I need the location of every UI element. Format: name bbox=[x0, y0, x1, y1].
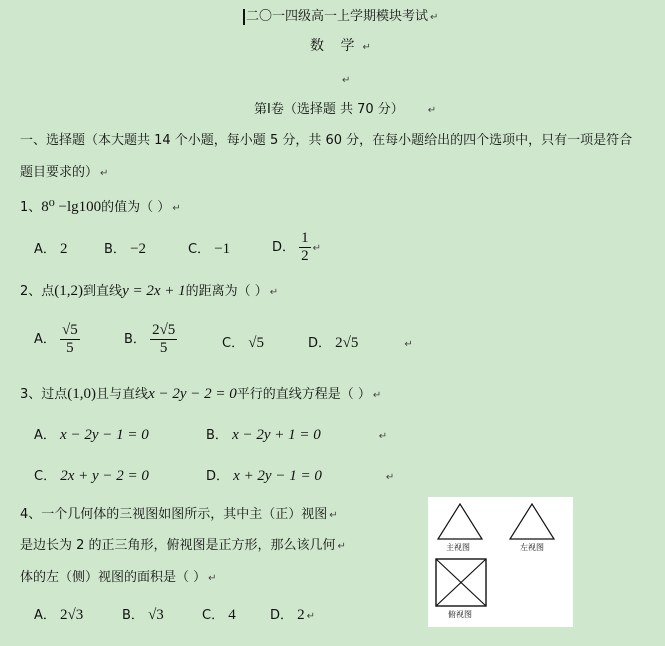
q1-option-a[interactable]: A． 2 bbox=[34, 241, 68, 257]
question-2-stem: 2、点(1,2)到直线y = 2x + 1的距离为（ ） ↵ bbox=[20, 283, 279, 299]
question-4-line2: 是边长为 2 的正三角形，俯视图是正方形，那么该几何 ↵ bbox=[20, 538, 346, 553]
front-view-label: 主视图 bbox=[446, 543, 470, 552]
blank-line-mark: ↵ bbox=[342, 75, 351, 86]
q3-option-d[interactable]: D． x + 2y − 1 = 0 ↵ bbox=[206, 468, 395, 484]
section-heading: 第Ⅰ卷（选择题 共 70 分） ↵ bbox=[254, 102, 437, 117]
q1-option-c[interactable]: C． −1 bbox=[188, 241, 231, 257]
side-view-triangle bbox=[510, 504, 554, 539]
q3-option-b[interactable]: B． x − 2y + 1 = 0 ↵ bbox=[206, 427, 388, 443]
question-4-line3: 体的左（侧）视图的面积是（ ） ↵ bbox=[20, 570, 217, 585]
q4-option-b[interactable]: B． √3 bbox=[122, 607, 164, 623]
q1-option-b[interactable]: B． −2 bbox=[104, 241, 147, 257]
q1-option-d[interactable]: D． $\frac{1}{2}$ ↵ bbox=[272, 230, 322, 264]
question-4-line1: 4、一个几何体的三视图如图所示，其中主（正）视图 ↵ bbox=[20, 507, 338, 522]
fraction: $\frac{2√5}{5}$ bbox=[152, 322, 176, 356]
three-view-figure bbox=[428, 497, 573, 627]
question-3-stem: 3、过点(1,0)且与直线x − 2y − 2 = 0平行的直线方程是（ ） ↵ bbox=[20, 386, 382, 402]
q2-option-a[interactable]: A． $\frac{√5}{5}$ bbox=[34, 322, 78, 356]
q2-option-d[interactable]: D． 2√5 ↵ bbox=[308, 335, 413, 351]
question-1-stem: 1、8⁰ −lg100的值为（ ） ↵ bbox=[20, 199, 181, 215]
section-intro-line2: 题目要求的） ↵ bbox=[20, 165, 109, 180]
q3-option-c[interactable]: C． 2x + y − 2 = 0 bbox=[34, 468, 149, 484]
front-view-triangle bbox=[438, 504, 482, 539]
subject-title: 数 学 ↵ bbox=[310, 38, 371, 54]
fraction: $\frac{1}{2}$ bbox=[301, 230, 309, 264]
exam-title: 二〇一四级高一上学期模块考试 ↵ bbox=[246, 9, 439, 24]
q3-option-a[interactable]: A． x − 2y − 1 = 0 bbox=[34, 427, 149, 443]
q4-option-a[interactable]: A． 2√3 bbox=[34, 607, 84, 623]
q4-option-c[interactable]: C． 4 bbox=[202, 607, 236, 623]
three-view-drawing bbox=[428, 497, 573, 627]
q2-option-c[interactable]: C． √5 bbox=[222, 335, 264, 351]
q4-option-d[interactable]: D． 2 ↵ bbox=[270, 607, 316, 623]
top-view-label: 俯视图 bbox=[448, 610, 472, 619]
side-view-label: 左视图 bbox=[520, 543, 544, 552]
section-intro-line1: 一、选择题（本大题共 14 个小题，每小题 5 分，共 60 分，在每小题给出的四个选项中，只有一项是符合 bbox=[20, 133, 633, 148]
q2-option-b[interactable]: B． $\frac{2√5}{5}$ bbox=[124, 322, 176, 356]
text-cursor bbox=[243, 9, 245, 25]
fraction: $\frac{√5}{5}$ bbox=[62, 322, 78, 356]
